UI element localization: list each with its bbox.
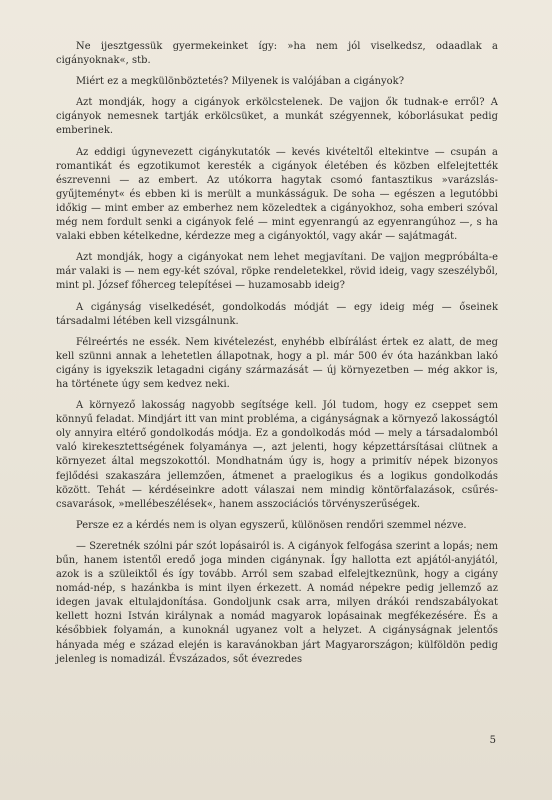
paragraph-9: Persze ez a kérdés nem is olyan egyszerű, különösen rendőri szemmel nézve. bbox=[76, 519, 467, 531]
paragraph-8: A környező lakosság nagyobb segítsége kell. Jól tudom, hogy ez cseppet sem könnyű feladat. Mindjárt itt van mint probléma, a cigányságnak a környező lakosságtól oly annyira eltérő gondolkodás módja. Ez a gondolkodás mód — mely a társadalomból való kirekesztettségének folyamánya —, azt jelenti, hogy képzettársításai clütnek a környezet által megszokottól. Mondhatnám úgy is, hogy a primitív népek bizonyos fejlődési szakaszára jellemzően, átmenet a praelogikus és a logikus gondolkodás között. Tehát — kérdéseinkre adott válaszai nem mindig köntörfalazások, csűrés-csavarások, »mellébeszélések«, hanem asszociációs törvényszerűségek. bbox=[56, 400, 498, 510]
paragraph-5: Azt mondják, hogy a cigányokat nem lehet megjavítani. De vajjon megpróbálta-e már valaki is — nem egy-két szóval, röpke rendeletekkel, rövid ideig, vagy szeszélyből, mint pl. József főherceg telepítései — huzamosabb ideig? bbox=[56, 252, 498, 292]
paragraph-1: Ne ijesztgessük gyermekeinket így: »ha nem jól viselkedsz, odaadlak a cigányoknak«, stb. bbox=[56, 41, 498, 67]
paragraph-4: Az eddigi úgynevezett cigánykutatók — kevés kivételtől eltekintve — csupán a romantikát és egzotikumot keresték a cigányok életében és közben elfelejtették észrevenni — az embert. Az utókorra hagytak csomó fantasztikus »varázslás-gyűjteményt« és ebben ki is merült a munkásságuk. De soha — egészen a legutóbbi időkig — mint ember az emberhez nem közeledtek a cigányokhoz, soha emberi szóval még nem fordult senki a cigányok felé — mint egyenrangú az egyenrangúhoz —, s ha valaki ebben kételkedne, kérdezze meg a cigányoktól, vagy akár — sajátmagát. bbox=[56, 146, 498, 243]
paragraph-7: Félreértés ne essék. Nem kivételezést, enyhébb elbírálást értek ez alatt, de meg kell szünni annak a lehetetlen állapotnak, hogy a pl. már 500 év óta hazánkban lakó cigány is igyekszik letagadni cigány származását — új környezetben — még akkor is, ha története úgy sem kedvez neki. bbox=[56, 336, 498, 390]
paragraph-3: Azt mondják, hogy a cigányok erkölcstelenek. De vajjon ők tudnak-e erről? A cigányok nemesnek tartják erkölcsüket, a munkát szégyennek, kóborlásukat pedig emberinek. bbox=[56, 97, 498, 137]
paragraph-2: Miért ez a megkülönböztetés? Milyenek is valójában a cigányok? bbox=[76, 76, 405, 88]
paragraph-6: A cigányság viselkedését, gondolkodás módját — egy ideig még — őseinek társadalmi létében kell vizsgálnunk. bbox=[56, 301, 498, 327]
page-number: 5 bbox=[489, 735, 496, 746]
paragraph-10: — Szeretnék szólni pár szót lopásairól is. A cigányok felfogása szerint a lopás; nem bűn, hanem istentől eredő joga minden cigánynak. Így hallotta ezt apjától-anyjától, azok is a szüleiktől és így tovább. Arról sem szabad elfelejtkeznünk, hogy a cigány nomád-nép, s hazánkba is mint ilyen érkezett. A nomád népekre pedig jellemző az idegen javak eltulajdonítása. Gondoljunk csak arra, milyen drákói rendszabályokat kellett hozni István királynak a nomád magyarok lopásainak megfékezésére. És a későbbiek folyamán, a kunoknál ugyanez volt a helyzet. A cigányságnak jelentős hányada még e század elején is karavánokban járt Magyarországon; külföldön pedig jelenleg is nomadizál. Évszázados, sőt évezredes bbox=[56, 540, 498, 665]
